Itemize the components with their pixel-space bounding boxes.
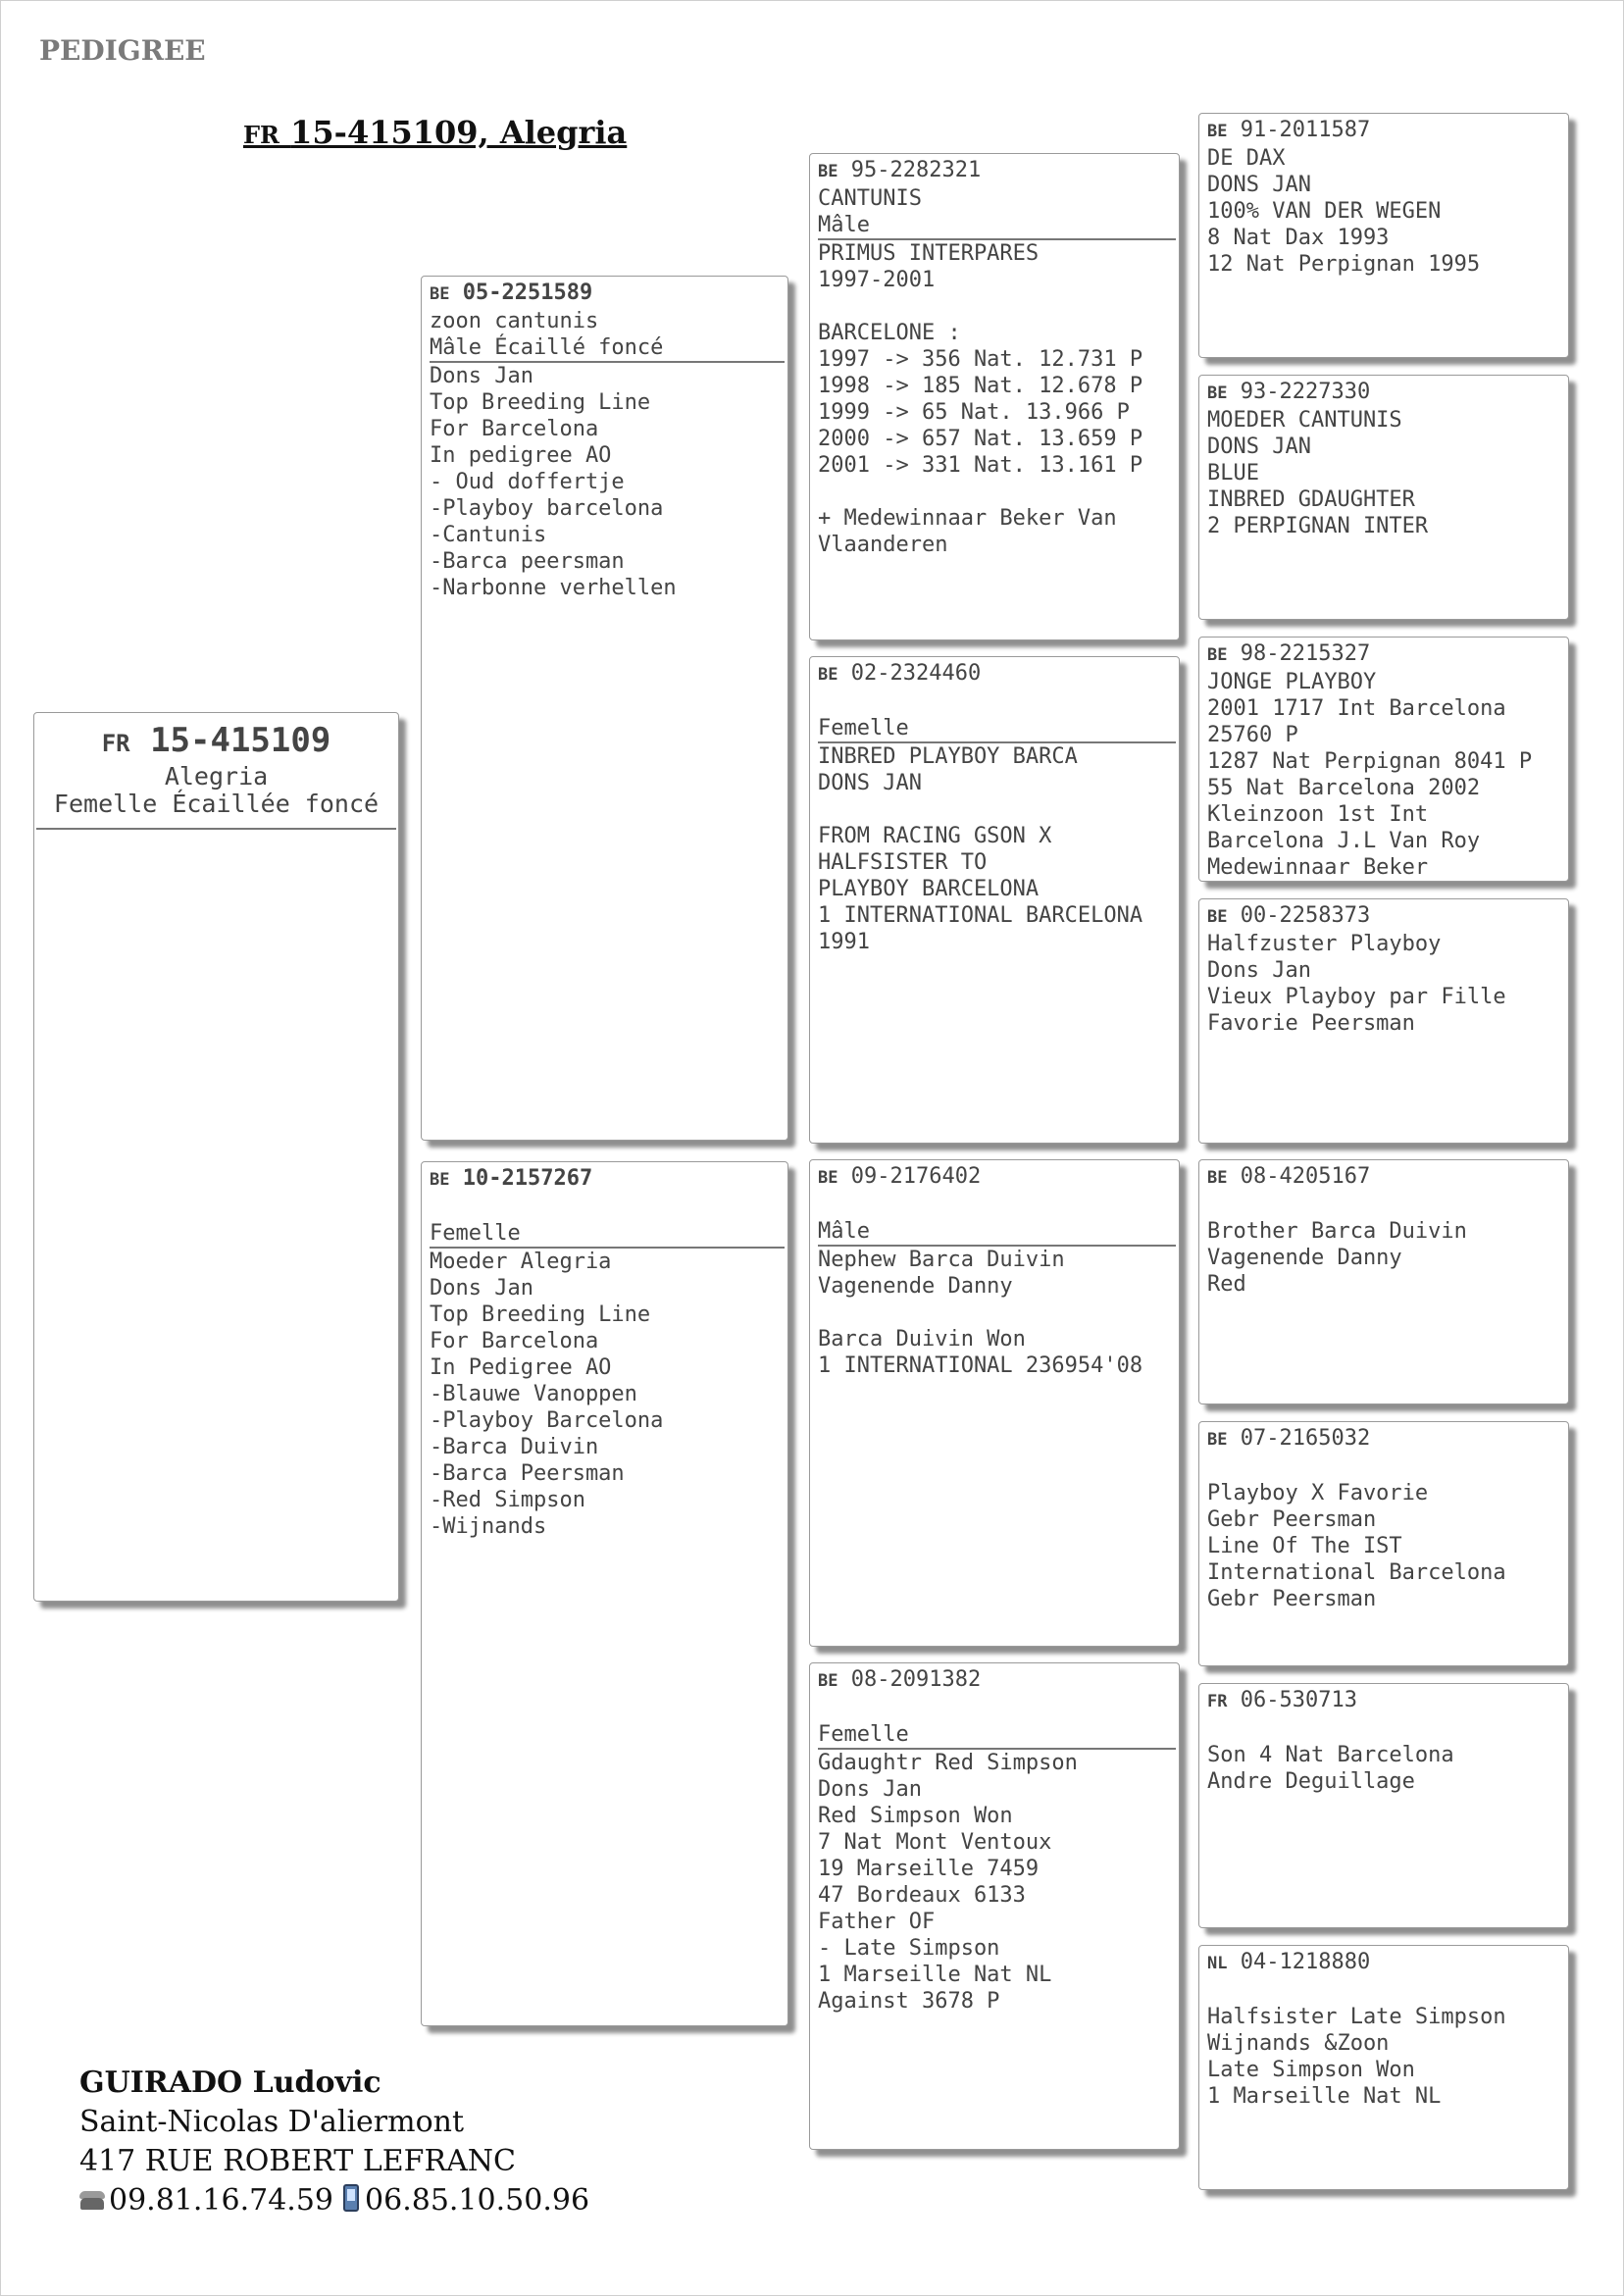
note-line: DONS JAN (1207, 173, 1311, 197)
note-line: -Wijnands (430, 1514, 547, 1539)
note-line: Barca Duivin Won (818, 1327, 1026, 1352)
note-line: - Late Simpson (818, 1936, 1000, 1961)
country-code: FR (1207, 1692, 1228, 1711)
note-line: -Cantunis (430, 523, 547, 547)
ring-number: 07-2165032 (1240, 1426, 1371, 1451)
note-line: Vagenende Danny (818, 1274, 1013, 1299)
note-line: Vieux Playboy par Fille (1207, 985, 1506, 1009)
note-line: Nephew Barca Duivin (818, 1248, 1065, 1272)
note-line: DONS JAN (818, 771, 922, 795)
note-line: MOEDER CANTUNIS (1207, 408, 1402, 433)
pigeon-notes (1207, 1192, 1560, 1298)
note-line: Son 4 Nat Barcelona (1207, 1743, 1454, 1767)
g3-box-4 (1198, 898, 1569, 1144)
pigeon-notes (818, 743, 1171, 955)
note-line: BLUE (1207, 461, 1259, 485)
country-code: BE (1207, 907, 1228, 927)
note-line: -Barca peersman (430, 549, 625, 574)
pigeon-notes (1207, 407, 1560, 539)
note-line: JONGE PLAYBOY (1207, 670, 1377, 694)
ring-number: 91-2011587 (1240, 118, 1371, 142)
ring-number: 08-2091382 (850, 1667, 982, 1692)
note-line: International Barcelona (1207, 1560, 1506, 1585)
ring-number: 10-2157267 (462, 1166, 593, 1191)
dam-sire-box (809, 1159, 1180, 1647)
country-code: BE (1207, 1430, 1228, 1450)
note-line: BARCELONE : (818, 321, 961, 345)
country-code: BE (430, 284, 450, 304)
note-line: 25760 P (1207, 723, 1298, 747)
note-line (818, 1300, 1171, 1326)
note-line: In Pedigree AO (430, 1355, 612, 1380)
pigeon-notes (1207, 1454, 1560, 1612)
note-line: -Barca Duivin (430, 1435, 599, 1459)
country-code: BE (1207, 122, 1228, 141)
country-code: BE (1207, 645, 1228, 665)
ring-number: 06-530713 (1240, 1688, 1357, 1712)
note-line: Vagenende Danny (1207, 1246, 1402, 1270)
note-line: 7 Nat Mont Ventoux (818, 1830, 1052, 1855)
pigeon-name (818, 1695, 1171, 1721)
note-line: INBRED PLAYBOY BARCA (818, 744, 1078, 769)
note-line: - Oud doffertje (430, 470, 625, 494)
note-line: Against 3678 P (818, 1989, 1000, 2014)
owner-address: 417 RUE ROBERT LEFRANC (79, 2144, 516, 2178)
ring-number: 98-2215327 (1240, 641, 1371, 666)
note-line: DONS JAN (1207, 434, 1311, 459)
note-line: HALFSISTER TO (818, 850, 988, 875)
note-line: 19 Marseille 7459 (818, 1857, 1040, 1881)
owner-block (79, 2064, 589, 2220)
g3-box-5 (1198, 1159, 1569, 1404)
subject-country: FR (243, 121, 279, 149)
g3-box-6 (1198, 1421, 1569, 1666)
country-code: BE (1207, 383, 1228, 403)
owner-city: Saint-Nicolas D'aliermont (79, 2105, 465, 2139)
note-line (1207, 1977, 1560, 2004)
owner-name: GUIRADO Ludovic (79, 2066, 381, 2100)
g3-box-1 (1198, 113, 1569, 358)
note-line (818, 796, 1171, 823)
main-country: FR (101, 730, 130, 757)
note-line: 1997 -> 356 Nat. 12.731 P (818, 347, 1143, 372)
note-line: Brother Barca Duivin (1207, 1219, 1467, 1244)
telephone-icon (79, 2191, 105, 2211)
note-line: PRIMUS INTERPARES (818, 241, 1040, 266)
note-line (818, 479, 1171, 505)
pigeon-sex: Femelle (430, 1220, 785, 1249)
pigeon-notes (1207, 1977, 1560, 2110)
mobile-phone-icon (343, 2184, 359, 2212)
pigeon-notes (1207, 931, 1560, 1037)
pigeon-notes (430, 1249, 780, 1540)
note-line: 1997-2001 (818, 268, 936, 292)
sire-sire-box (809, 153, 1180, 640)
note-line (1207, 1192, 1560, 1218)
note-line: 2000 -> 657 Nat. 13.659 P (818, 427, 1143, 451)
note-line: 2001 1717 Int Barcelona (1207, 696, 1506, 721)
note-line: Vlaanderen (818, 533, 948, 557)
country-code: BE (818, 665, 838, 685)
note-line: 1 Marseille Nat NL (1207, 2084, 1442, 2109)
pigeon-sex: Femelle (818, 715, 1176, 743)
pigeon-notes (818, 1247, 1171, 1379)
g3-box-2 (1198, 375, 1569, 620)
ring-number: 95-2282321 (850, 158, 982, 182)
ring-number: 09-2176402 (850, 1164, 982, 1189)
pigeon-notes (818, 1750, 1171, 2015)
ring-number: 02-2324460 (850, 661, 982, 686)
note-line: 1991 (818, 930, 870, 954)
main-name: Alegria (164, 762, 269, 791)
country-code: BE (1207, 1168, 1228, 1188)
pigeon-notes (1207, 1715, 1560, 1795)
country-code: BE (818, 1168, 838, 1188)
pigeon-notes (818, 240, 1171, 558)
note-line: Top Breeding Line (430, 390, 651, 415)
note-line: Medewinnaar Beker (1207, 855, 1429, 880)
note-line: 1 Marseille Nat NL (818, 1963, 1052, 1987)
note-line: DE DAX (1207, 146, 1286, 171)
note-line: 55 Nat Barcelona 2002 (1207, 776, 1481, 800)
dam-box (421, 1161, 788, 2026)
note-line: Gdaughtr Red Simpson (818, 1751, 1078, 1775)
note-line: For Barcelona (430, 417, 599, 441)
pigeon-notes (1207, 145, 1560, 278)
note-line: 1 INTERNATIONAL 236954'08 (818, 1353, 1143, 1378)
note-line: Top Breeding Line (430, 1302, 651, 1327)
g3-box-7 (1198, 1683, 1569, 1928)
pigeon-notes (1207, 669, 1560, 881)
main-sex: Femelle Écaillée foncé (36, 791, 396, 830)
note-line: Andre Deguillage (1207, 1769, 1415, 1794)
pigeon-sex: Femelle (818, 1721, 1176, 1750)
note-line: 2 PERPIGNAN INTER (1207, 514, 1429, 538)
country-code: BE (430, 1170, 450, 1190)
note-line: Playboy X Favorie (1207, 1481, 1429, 1505)
note-line: Red (1207, 1272, 1246, 1297)
note-line: Kleinzoon 1st Int (1207, 802, 1429, 827)
dam-dam-box (809, 1662, 1180, 2150)
pigeon-name: CANTUNIS (818, 186, 922, 211)
note-line: Halfzuster Playboy (1207, 932, 1442, 956)
note-line: In pedigree AO (430, 443, 612, 468)
ring-number: 00-2258373 (1240, 903, 1371, 928)
pigeon-sex: Mâle (818, 212, 1176, 240)
note-line: -Barca Peersman (430, 1461, 625, 1486)
country-code: NL (1207, 1954, 1228, 1973)
note-line: Dons Jan (1207, 958, 1311, 983)
note-line: Gebr Peersman (1207, 1507, 1377, 1532)
note-line: PLAYBOY BARCELONA (818, 877, 1040, 901)
ring-number: 05-2251589 (462, 281, 593, 305)
pigeon-name (818, 1192, 1171, 1218)
note-line: Red Simpson Won (818, 1804, 1013, 1828)
owner-phone: 09.81.16.74.59 (109, 2183, 334, 2218)
note-line: FROM RACING GSON X (818, 824, 1052, 848)
owner-contact (79, 2181, 589, 2220)
sire-box (421, 276, 788, 1141)
ring-number: 08-4205167 (1240, 1164, 1371, 1189)
note-line: 47 Bordeaux 6133 (818, 1883, 1026, 1908)
g3-box-3 (1198, 637, 1569, 882)
note-line: Barcelona J.L Van Roy (1207, 829, 1481, 853)
note-line: Line Of The IST (1207, 1534, 1402, 1558)
country-code: BE (818, 1671, 838, 1691)
page-heading: PEDIGREE (39, 34, 206, 67)
pigeon-name (818, 689, 1171, 715)
note-line: -Blauwe Vanoppen (430, 1382, 637, 1406)
note-line: Dons Jan (430, 1276, 533, 1301)
note-line: -Narbonne verhellen (430, 576, 677, 600)
note-line: -Playboy Barcelona (430, 1408, 664, 1433)
note-line: Father OF (818, 1910, 936, 1934)
note-line: 1999 -> 65 Nat. 13.966 P (818, 400, 1130, 425)
note-line: Moeder Alegria (430, 1250, 612, 1274)
main-ring (42, 721, 390, 763)
note-line: + Medewinnaar Beker Van (818, 506, 1117, 531)
note-line: Late Simpson Won (1207, 2058, 1415, 2082)
note-line: INBRED GDAUGHTER (1207, 487, 1415, 512)
g3-box-8 (1198, 1945, 1569, 2190)
main-pigeon-box (33, 712, 399, 1602)
note-line: 8 Nat Dax 1993 (1207, 226, 1390, 250)
note-line: Halfsister Late Simpson (1207, 2005, 1506, 2029)
note-line (1207, 1454, 1560, 1480)
note-line: Favorie Peersman (1207, 1011, 1415, 1036)
main-ring-number: 15-415109 (150, 721, 331, 760)
pigeon-name: zoon cantunis (430, 309, 599, 333)
subject-ring: 15-415109, Alegria (290, 114, 628, 151)
note-line: For Barcelona (430, 1329, 599, 1353)
owner-mobile: 06.85.10.50.96 (365, 2183, 590, 2218)
country-code: BE (818, 162, 838, 181)
note-line: 2001 -> 331 Nat. 13.161 P (818, 453, 1143, 478)
note-line (1207, 1715, 1560, 1742)
ring-number: 93-2227330 (1240, 380, 1371, 404)
ring-number: 04-1218880 (1240, 1950, 1371, 1974)
note-line: 1 INTERNATIONAL BARCELONA (818, 903, 1143, 928)
subject-title (243, 114, 627, 151)
note-line: -Playboy barcelona (430, 496, 664, 521)
note-line: 12 Nat Perpignan 1995 (1207, 252, 1481, 277)
note-line: Dons Jan (430, 364, 533, 388)
note-line: Gebr Peersman (1207, 1587, 1377, 1611)
pigeon-name (430, 1194, 780, 1220)
pigeon-notes (430, 363, 780, 601)
note-line: 1287 Nat Perpignan 8041 P (1207, 749, 1533, 774)
pigeon-sex: Mâle (818, 1218, 1176, 1247)
sire-dam-box (809, 656, 1180, 1144)
note-line: 1998 -> 185 Nat. 12.678 P (818, 374, 1143, 398)
note-line (818, 293, 1171, 320)
pigeon-sex: Mâle Écaillé foncé (430, 334, 785, 363)
note-line: -Red Simpson (430, 1488, 585, 1512)
note-line: Dons Jan (818, 1777, 922, 1802)
note-line: Wijnands &Zoon (1207, 2031, 1390, 2056)
note-line: 100% VAN DER WEGEN (1207, 199, 1442, 224)
